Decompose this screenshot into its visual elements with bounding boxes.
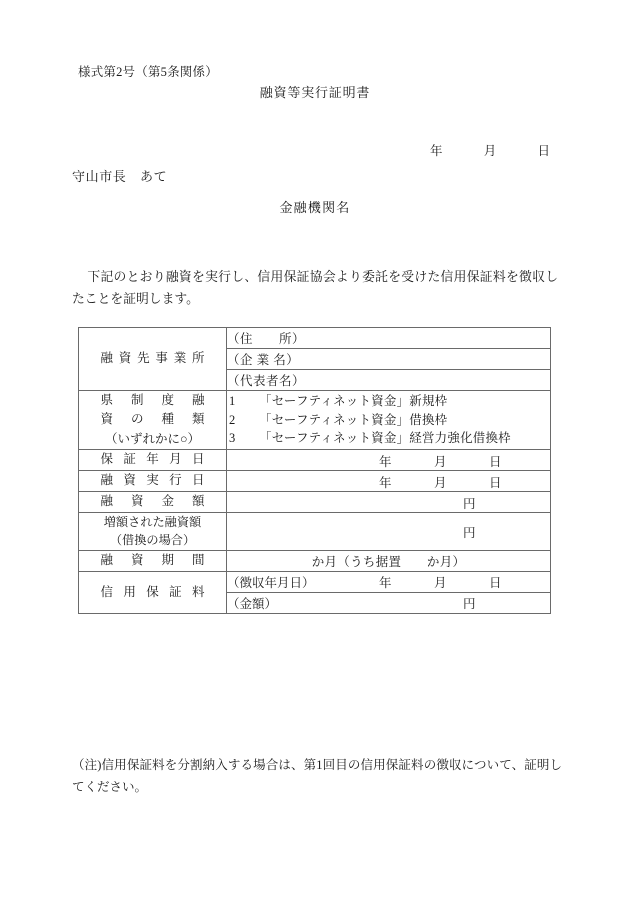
execution-date-label: 融 資 実 行 日 — [100, 473, 205, 488]
loan-amount-unit: 円 — [463, 496, 476, 511]
guarantee-date-field[interactable] — [227, 450, 551, 471]
table-row — [79, 513, 551, 551]
loan-type-label-cell — [79, 391, 227, 450]
loan-type-option-3-text: 「セーフティネット資金」経営力強化借換枠 — [259, 431, 511, 446]
guarantee-fee-date-label: （徴収年月日） — [227, 576, 315, 591]
header-date-day: 日 — [537, 144, 550, 158]
execution-date-ymd — [227, 473, 550, 490]
loan-type-option-1-number: 1 — [229, 393, 236, 408]
guarantee-date-day: 日 — [489, 454, 502, 469]
table-row — [79, 328, 551, 349]
certificate-table — [78, 327, 551, 614]
increased-amount-row — [227, 523, 550, 540]
borrower-label: 融 資 先 事 業 所 — [100, 351, 205, 366]
header-date-line — [430, 141, 550, 159]
loan-period-label: 融 資 期 間 — [100, 553, 205, 568]
guarantee-fee-date-month: 月 — [434, 576, 447, 591]
loan-type-option-1[interactable] — [227, 392, 550, 411]
form-number: 様式第2号（第5条関係） — [78, 65, 218, 79]
guarantee-date-ymd — [227, 452, 550, 469]
guarantee-fee-amount-row — [227, 594, 550, 611]
guarantee-fee-label: 信 用 保 証 料 — [100, 584, 205, 599]
loan-period-label-cell — [79, 550, 227, 571]
guarantee-fee-amount-field[interactable] — [227, 592, 551, 613]
borrower-label-cell — [79, 328, 227, 391]
loan-amount-row — [227, 494, 550, 511]
increased-amount-unit: 円 — [463, 525, 476, 540]
guarantee-fee-date-day: 日 — [489, 576, 502, 591]
loan-type-label-line3: （いずれかに○） — [104, 431, 201, 446]
loan-amount-label: 融 資 金 額 — [100, 494, 205, 509]
loan-type-option-1-text: 「セーフティネット資金」新規枠 — [259, 393, 448, 408]
increased-amount-field[interactable] — [227, 513, 551, 551]
header-date-year: 年 — [430, 144, 443, 158]
borrower-address-field[interactable]: （住 所） — [227, 328, 551, 349]
guarantee-date-label: 保 証 年 月 日 — [100, 452, 205, 467]
increased-amount-label-cell — [79, 513, 227, 551]
loan-type-options-cell — [227, 391, 551, 450]
loan-amount-label-cell — [79, 492, 227, 513]
guarantee-fee-date-field[interactable] — [227, 571, 551, 592]
execution-date-label-cell — [79, 471, 227, 492]
guarantee-fee-date-row — [227, 573, 550, 590]
loan-amount-field[interactable] — [227, 492, 551, 513]
execution-date-month: 月 — [434, 475, 447, 490]
table-row — [79, 391, 551, 450]
borrower-company-field[interactable]: （企 業 名） — [227, 349, 551, 370]
loan-type-option-2[interactable] — [227, 411, 550, 430]
footnote: （注)信用保証料を分割納入する場合は、第1回目の信用保証料の徴収について、証明してください。 — [72, 758, 562, 794]
loan-type-option-2-number: 2 — [229, 412, 236, 427]
borrower-representative-field[interactable]: （代表者名） — [227, 370, 551, 391]
loan-type-label-line1: 県 制 度 融 — [100, 393, 205, 407]
table-row — [79, 492, 551, 513]
increased-amount-label-line1: 増額された融資額 — [103, 515, 202, 530]
loan-type-option-3[interactable] — [227, 429, 550, 448]
header-date-month: 月 — [483, 144, 497, 158]
guarantee-date-year: 年 — [379, 454, 392, 469]
loan-type-option-3-number: 3 — [229, 431, 236, 446]
guarantee-fee-label-cell — [79, 571, 227, 613]
addressee: 守山市長 あて — [72, 169, 168, 184]
table-row — [79, 450, 551, 471]
table-row — [79, 571, 551, 592]
execution-date-field[interactable] — [227, 471, 551, 492]
execution-date-year: 年 — [379, 475, 392, 490]
guarantee-date-month: 月 — [434, 454, 447, 469]
loan-type-option-2-text: 「セーフティネット資金」借換枠 — [259, 412, 448, 427]
table-row — [79, 550, 551, 571]
execution-date-day: 日 — [489, 475, 502, 490]
guarantee-date-label-cell — [79, 450, 227, 471]
loan-type-label-line2: 資 の 種 類 — [100, 412, 205, 427]
guarantee-fee-amount-unit: 円 — [463, 597, 476, 612]
increased-amount-label-line2: （借換の場合） — [109, 533, 196, 548]
financial-institution-label: 金融機関名 — [279, 200, 351, 215]
guarantee-fee-date-year: 年 — [379, 576, 392, 591]
guarantee-fee-amount-label: （金額） — [227, 597, 278, 612]
document-title: 融資等実行証明書 — [259, 85, 371, 100]
certification-statement: 下記のとおり融資を実行し、信用保証協会より委託を受けた信用保証料を徴収したことを証明します。 — [72, 270, 558, 307]
table-row — [79, 471, 551, 492]
loan-period-field[interactable]: か月（うち据置 か月） — [227, 550, 551, 571]
